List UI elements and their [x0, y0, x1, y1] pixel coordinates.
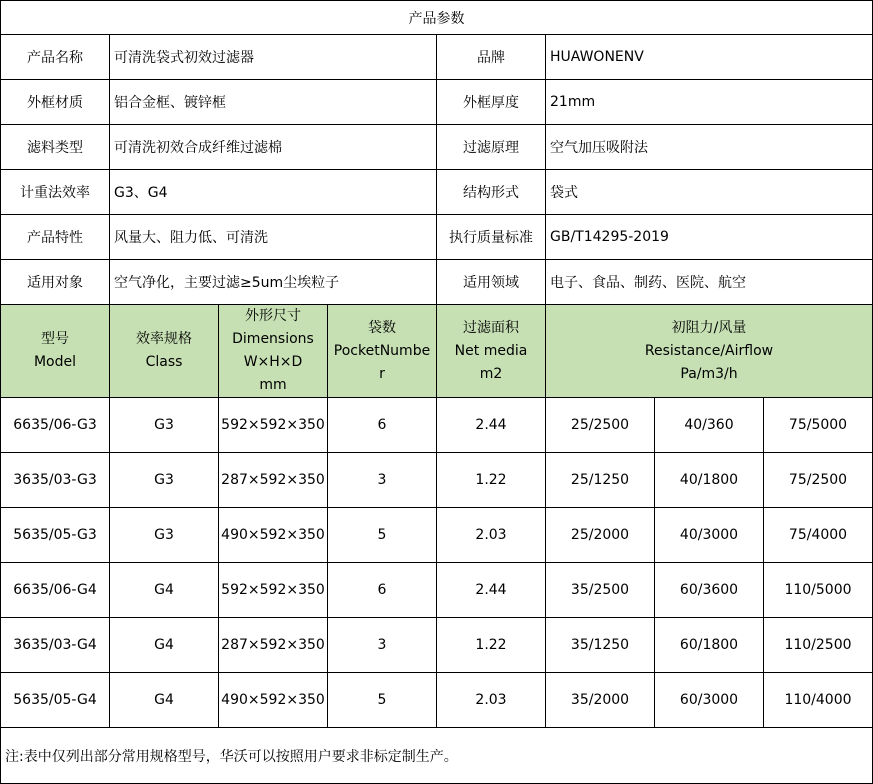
header-line: 袋数 — [368, 319, 396, 336]
cell-model: 3635/03-G4 — [1, 618, 110, 673]
info-row — [1, 260, 873, 305]
info-label: 产品特性 — [1, 215, 110, 260]
cell-media: 2.03 — [437, 508, 546, 563]
info-value: G3、G4 — [110, 170, 437, 215]
cell-model: 5635/05-G4 — [1, 673, 110, 728]
header-line: Resistance/Airflow — [644, 342, 774, 359]
header-line: r — [379, 365, 385, 382]
table-row — [1, 453, 873, 508]
column-header-dimensions — [219, 305, 328, 398]
info-row — [1, 215, 873, 260]
info-label: 执行质量标准 — [437, 215, 546, 260]
header-line: 效率规格 — [136, 331, 192, 347]
header-line: PocketNumbe — [333, 342, 431, 359]
info-label: 外框厚度 — [437, 80, 546, 125]
cell-r1: 25/2000 — [546, 508, 655, 563]
info-row — [1, 80, 873, 125]
cell-media: 1.22 — [437, 453, 546, 508]
header-line: 型号 — [41, 331, 69, 347]
info-label: 产品名称 — [1, 35, 110, 80]
cell-r1: 25/1250 — [546, 453, 655, 508]
cell-class: G4 — [110, 618, 219, 673]
cell-pockets: 6 — [328, 398, 437, 453]
info-row — [1, 170, 873, 215]
cell-r2: 40/3000 — [655, 508, 764, 563]
info-row — [1, 125, 873, 170]
table-row — [1, 618, 873, 673]
cell-r2: 60/1800 — [655, 618, 764, 673]
info-value: 21mm — [546, 80, 873, 125]
cell-dims: 490×592×350 — [219, 508, 328, 563]
cell-class: G4 — [110, 563, 219, 618]
cell-pockets: 6 — [328, 563, 437, 618]
cell-r1: 25/2500 — [546, 398, 655, 453]
info-value: 可清洗袋式初效过滤器 — [110, 35, 437, 80]
column-header-class — [110, 305, 219, 398]
cell-media: 2.03 — [437, 673, 546, 728]
info-label: 外框材质 — [1, 80, 110, 125]
cell-dims: 592×592×350 — [219, 563, 328, 618]
cell-media: 2.44 — [437, 398, 546, 453]
info-row — [1, 35, 873, 80]
table-row — [1, 398, 873, 453]
info-value: 空气净化，主要过滤≥5um尘埃粒子 — [110, 260, 437, 305]
cell-class: G3 — [110, 453, 219, 508]
column-header-media — [437, 305, 546, 398]
header-line: 外形尺寸 — [245, 308, 301, 324]
cell-r1: 35/2500 — [546, 563, 655, 618]
info-label: 适用领域 — [437, 260, 546, 305]
cell-model: 5635/05-G3 — [1, 508, 110, 563]
page-title: 产品参数 — [1, 1, 873, 35]
info-label: 适用对象 — [1, 260, 110, 305]
info-value: GB/T14295-2019 — [546, 215, 873, 260]
cell-model: 3635/03-G3 — [1, 453, 110, 508]
column-header-model — [1, 305, 110, 398]
info-value: 电子、食品、制药、医院、航空 — [546, 260, 873, 305]
table-row — [1, 673, 873, 728]
info-value: HUAWONENV — [546, 35, 873, 80]
cell-r1: 35/2000 — [546, 673, 655, 728]
info-label: 品牌 — [437, 35, 546, 80]
cell-pockets: 3 — [328, 453, 437, 508]
note-row — [1, 728, 873, 784]
header-line: Net media — [454, 342, 528, 359]
footnote: 注:表中仅列出部分常用规格型号，华沃可以按照用户要求非标定制生产。 — [1, 728, 873, 784]
column-header-resistance — [546, 305, 873, 398]
info-value: 可清洗初效合成纤维过滤棉 — [110, 125, 437, 170]
header-line: Pa/m3/h — [680, 365, 738, 382]
header-line: Model — [33, 354, 77, 370]
header-line: 初阻力/风量 — [671, 319, 747, 336]
header-line: Dimensions — [232, 331, 314, 347]
info-label: 滤料类型 — [1, 125, 110, 170]
cell-r2: 40/360 — [655, 398, 764, 453]
header-line: Class — [145, 354, 183, 370]
header-line: mm — [259, 377, 287, 393]
header-line: W×H×D — [243, 354, 303, 370]
header-line: m2 — [479, 365, 503, 382]
cell-dims: 592×592×350 — [219, 398, 328, 453]
header-row — [1, 305, 873, 398]
info-label: 计重法效率 — [1, 170, 110, 215]
cell-r2: 60/3000 — [655, 673, 764, 728]
info-label: 结构形式 — [437, 170, 546, 215]
cell-dims: 287×592×350 — [219, 453, 328, 508]
info-value: 空气加压吸附法 — [546, 125, 873, 170]
cell-r3: 75/2500 — [764, 453, 873, 508]
cell-media: 2.44 — [437, 563, 546, 618]
cell-class: G4 — [110, 673, 219, 728]
cell-r3: 110/4000 — [764, 673, 873, 728]
cell-media: 1.22 — [437, 618, 546, 673]
cell-class: G3 — [110, 508, 219, 563]
cell-r3: 110/5000 — [764, 563, 873, 618]
cell-pockets: 5 — [328, 673, 437, 728]
table-row — [1, 563, 873, 618]
cell-model: 6635/06-G4 — [1, 563, 110, 618]
cell-r3: 75/4000 — [764, 508, 873, 563]
cell-dims: 287×592×350 — [219, 618, 328, 673]
cell-dims: 490×592×350 — [219, 673, 328, 728]
cell-pockets: 5 — [328, 508, 437, 563]
info-value: 袋式 — [546, 170, 873, 215]
cell-r3: 75/5000 — [764, 398, 873, 453]
cell-pockets: 3 — [328, 618, 437, 673]
header-line: 过滤面积 — [463, 319, 519, 336]
info-label: 过滤原理 — [437, 125, 546, 170]
cell-r1: 35/1250 — [546, 618, 655, 673]
cell-class: G3 — [110, 398, 219, 453]
column-header-pockets — [328, 305, 437, 398]
info-value: 风量大、阻力低、可清洗 — [110, 215, 437, 260]
cell-r3: 110/2500 — [764, 618, 873, 673]
info-value: 铝合金框、镀锌框 — [110, 80, 437, 125]
cell-model: 6635/06-G3 — [1, 398, 110, 453]
table-row — [1, 508, 873, 563]
cell-r2: 40/1800 — [655, 453, 764, 508]
cell-r2: 60/3600 — [655, 563, 764, 618]
